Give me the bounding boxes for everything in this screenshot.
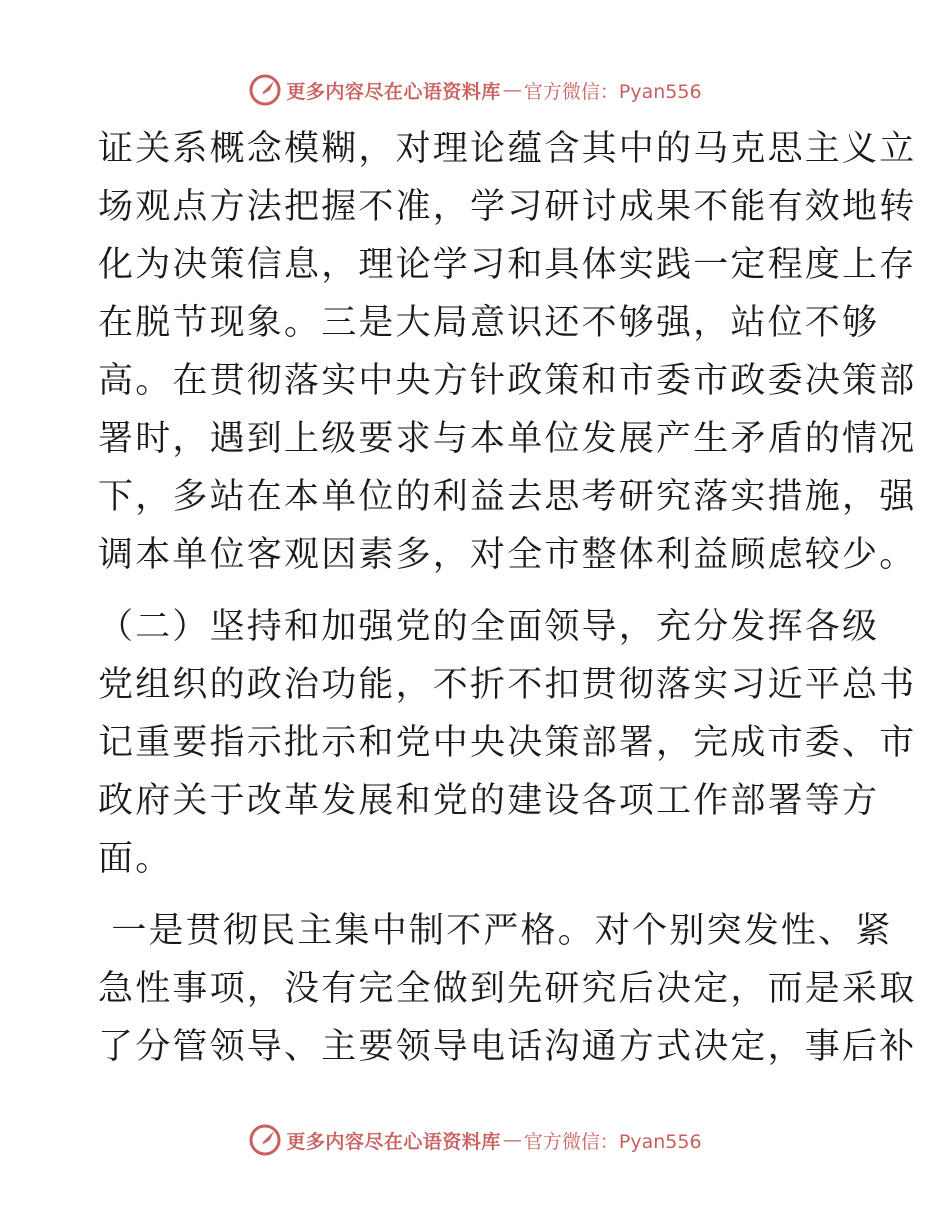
banner-dash: — — [502, 1129, 522, 1151]
quill-logo-icon — [248, 73, 282, 107]
paragraph — [98, 902, 917, 1076]
text-line: 一是贯彻民主集中制不严格。对个别突发性、紧 — [98, 911, 893, 951]
header-banner — [0, 70, 950, 110]
text-line: 调本单位客观因素多，对全市整体利益顾虑较少。 — [98, 535, 917, 575]
quill-logo-icon — [248, 1123, 282, 1157]
footer-banner — [0, 1120, 950, 1160]
text-line: 场观点方法把握不准，学习研讨成果不能有效地转 — [98, 187, 917, 227]
wechat-id: 官方微信：Pyan556 — [523, 80, 702, 103]
text-line: 在脱节现象。三是大局意识还不够强，站位不够 — [98, 303, 880, 343]
document-body — [98, 120, 917, 1076]
text-line: 证关系概念模糊，对理论蕴含其中的马克思主义立 — [98, 129, 917, 169]
paragraph — [98, 120, 917, 584]
text-line: 化为决策信息，理论学习和具体实践一定程度上存 — [98, 245, 917, 285]
paragraph-gap — [98, 584, 858, 598]
text-line: 了分管领导、主要领导电话沟通方式决定，事后补 — [98, 1027, 917, 1067]
paragraph — [98, 598, 917, 888]
text-line: 高。在贯彻落实中央方针政策和市委市政委决策部 — [98, 361, 917, 401]
wechat-id: 官方微信：Pyan556 — [523, 1130, 702, 1153]
text-line: （二）坚持和加强党的全面领导，充分发挥各级 — [98, 607, 880, 647]
text-line: 署时，遇到上级要求与本单位发展产生矛盾的情况 — [98, 419, 917, 459]
text-line: 面。 — [98, 839, 173, 879]
banner-dash: — — [502, 79, 522, 101]
text-line: 记重要指示批示和党中央决策部署，完成市委、市 — [98, 723, 917, 763]
text-line: 政府关于改革发展和党的建设各项工作部署等方 — [98, 781, 880, 821]
text-line: 急性事项，没有完全做到先研究后决定，而是采取 — [98, 969, 917, 1009]
text-line: 党组织的政治功能，不折不扣贯彻落实习近平总书 — [98, 665, 917, 705]
paragraph-gap — [98, 888, 858, 902]
site-name: 更多内容尽在心语资料库 — [286, 1130, 501, 1153]
site-name: 更多内容尽在心语资料库 — [286, 80, 501, 103]
text-line: 下，多站在本单位的利益去思考研究落实措施，强 — [98, 477, 917, 517]
